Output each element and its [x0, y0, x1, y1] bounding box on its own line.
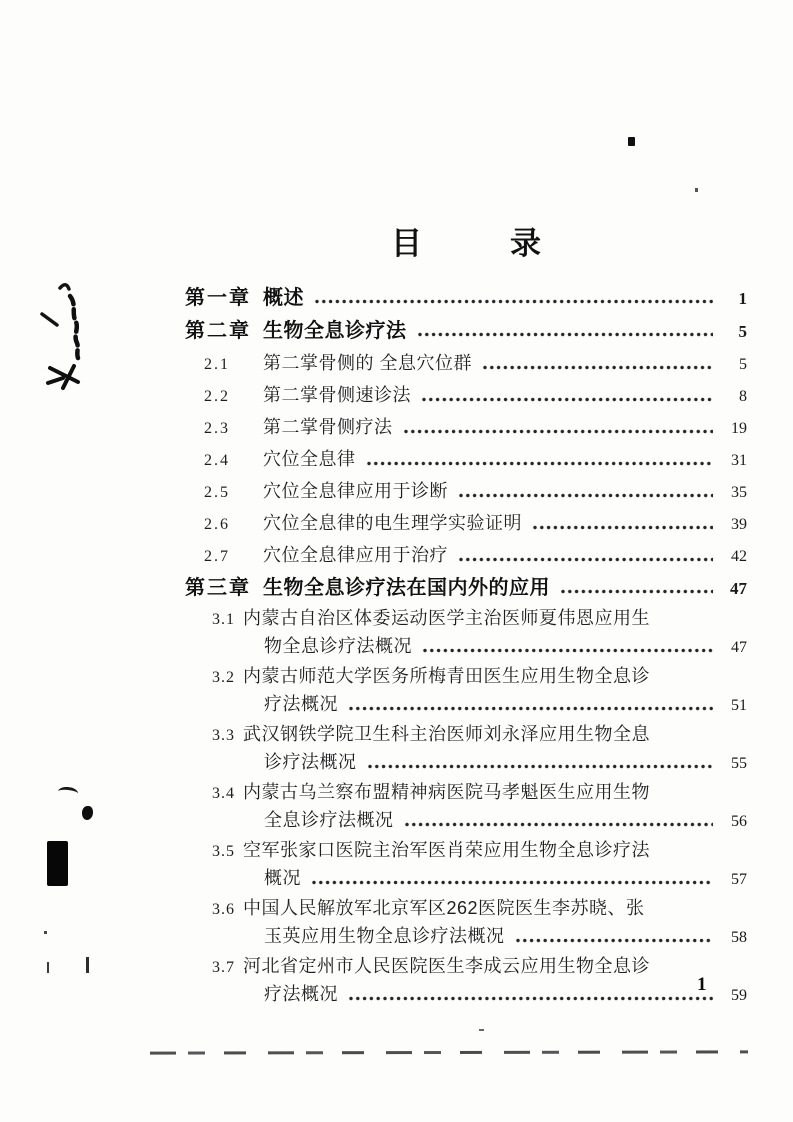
page-number: 1: [697, 974, 707, 995]
toc-entry-number: 2.6: [204, 516, 230, 533]
toc-entry-line2: [212, 923, 747, 951]
toc-page-number: 19: [731, 420, 747, 437]
toc-entry-line2: [212, 981, 747, 1009]
toc-entry-line1: [212, 721, 747, 749]
toc-entry: [185, 315, 747, 348]
toc-entry-line2: [212, 865, 747, 893]
toc-entry-number: 3.2: [212, 669, 235, 686]
toc-entry: [185, 605, 747, 661]
toc-entry-title: 中国人民解放军北京军区262医院医生李苏晓、张: [243, 898, 645, 918]
toc-entry-number: 3.1: [212, 611, 235, 628]
toc-entry-title: 穴位全息律: [263, 449, 356, 469]
dot-leader: [314, 298, 713, 305]
toc-entry-line1: [212, 779, 747, 807]
toc-page-number: 5: [738, 322, 747, 341]
dot-leader: [311, 879, 713, 886]
toc-entry-number: 第二章: [185, 320, 251, 342]
toc-list: [185, 282, 747, 1009]
dot-leader: [366, 460, 714, 467]
toc-page-number: 47: [730, 579, 747, 598]
toc-entry: [185, 476, 747, 508]
toc-page-number: 31: [731, 452, 747, 469]
toc-entry-title: 内蒙古自治区体委运动医学主治医师夏伟恩应用生: [243, 608, 650, 628]
ink-tick-mark: [47, 962, 49, 973]
toc-page-number: 8: [739, 388, 747, 405]
toc-entry-title: 生物全息诊疗法: [263, 320, 407, 342]
toc-entry-line2: [212, 749, 747, 777]
ink-blob-mark: [82, 806, 93, 820]
toc-entry: [185, 348, 747, 380]
toc-page-number: 47: [731, 639, 747, 656]
toc-entry-number: 2.5: [204, 484, 230, 501]
toc-entry-number: 3.4: [212, 785, 235, 802]
toc-page-number: 59: [731, 987, 747, 1004]
toc-entry-title-continued: 疗法概况: [264, 984, 338, 1004]
handwritten-margin-scribble: [38, 280, 90, 392]
ink-tick-mark: [86, 957, 89, 973]
toc-entry-number: 第一章: [185, 287, 251, 309]
dot-leader: [367, 763, 714, 770]
ink-dot-mark: [628, 137, 635, 146]
toc-entry-title-continued: 玉英应用生物全息诊疗法概况: [264, 926, 505, 946]
dot-leader: [421, 396, 713, 403]
toc-entry-title: 内蒙古乌兰察布盟精神病医院马孝魁医生应用生物: [243, 782, 650, 802]
toc-entry: [185, 953, 747, 1009]
toc-page-number: 56: [731, 813, 747, 830]
toc-entry: [185, 663, 747, 719]
ink-curve-mark: [57, 786, 78, 799]
toc-page-number: 35: [731, 484, 747, 501]
dot-leader: [348, 995, 713, 1002]
toc-title: [185, 218, 747, 261]
toc-entry: [185, 779, 747, 835]
toc-entry-number: 3.5: [212, 843, 235, 860]
toc-entry-title-continued: 物全息诊疗法概况: [264, 636, 412, 656]
toc-entry-number: 第三章: [185, 577, 251, 599]
toc-entry: [185, 895, 747, 951]
toc-entry-title-continued: 诊疗法概况: [264, 752, 357, 772]
dot-leader: [348, 705, 713, 712]
toc-entry-title: 概述: [263, 287, 304, 309]
toc-page-number: 1: [738, 289, 747, 308]
toc-entry-number: 2.4: [204, 452, 230, 469]
table-of-contents: [185, 218, 747, 1011]
ink-speck: [479, 1029, 484, 1031]
toc-entry-title: 穴位全息律应用于诊断: [263, 481, 448, 501]
toc-entry-title: 第二掌骨侧疗法: [263, 417, 393, 437]
toc-entry-number: 2.7: [204, 548, 230, 565]
toc-entry-number: 2.3: [204, 420, 230, 437]
toc-entry-title: 第二掌骨侧速诊法: [263, 385, 411, 405]
toc-page-number: 58: [731, 929, 747, 946]
dot-leader: [404, 821, 714, 828]
toc-entry-number: 3.7: [212, 959, 235, 976]
toc-entry: [185, 380, 747, 412]
dot-leader: [515, 937, 714, 944]
toc-page-number: 57: [731, 871, 747, 888]
toc-entry-title: 空军张家口医院主治军医肖荣应用生物全息诊疗法: [243, 840, 650, 860]
dot-leader: [482, 364, 713, 371]
toc-entry-line1: [212, 953, 747, 981]
toc-entry: [185, 572, 747, 605]
dot-leader: [417, 331, 714, 338]
toc-entry: [185, 444, 747, 476]
dot-leader: [532, 524, 713, 531]
toc-entry-line1: [212, 663, 747, 691]
toc-entry-line2: [212, 691, 747, 719]
toc-entry-title: 穴位全息律应用于治疗: [263, 545, 448, 565]
toc-entry-title: 武汉钢铁学院卫生科主治医师刘永泽应用生物全息: [243, 724, 650, 744]
dot-leader: [560, 588, 713, 595]
toc-entry: [185, 508, 747, 540]
toc-entry-title-continued: 概况: [264, 868, 301, 888]
toc-entry: [185, 282, 747, 315]
toc-entry: [185, 721, 747, 777]
toc-entry: [185, 540, 747, 572]
toc-entry: [185, 412, 747, 444]
toc-entry-title: 第二掌骨侧的 全息穴位群: [263, 353, 472, 373]
toc-page-number: 39: [731, 516, 747, 533]
dot-leader: [458, 492, 713, 499]
toc-page-number: 42: [731, 548, 747, 565]
toc-page-number: 51: [731, 697, 747, 714]
toc-entry-line1: [212, 837, 747, 865]
toc-entry-title: 生物全息诊疗法在国内外的应用: [263, 577, 550, 599]
toc-title-text: 目录: [391, 226, 629, 261]
toc-entry-line2: [212, 633, 747, 661]
dot-leader: [422, 647, 713, 654]
toc-entry-number: 2.2: [204, 388, 230, 405]
ink-speck: [695, 188, 698, 192]
binding-black-mark: [47, 841, 68, 886]
ink-speck: [44, 931, 47, 934]
toc-page-number: 5: [739, 356, 747, 373]
toc-entry-number: 3.6: [212, 901, 235, 918]
toc-entry-title: 穴位全息律的电生理学实验证明: [263, 513, 522, 533]
toc-entry-number: 2.1: [204, 356, 230, 373]
toc-entry-title: 内蒙古师范大学医务所梅青田医生应用生物全息诊: [243, 666, 650, 686]
toc-entry-title: 河北省定州市人民医院医生李成云应用生物全息诊: [243, 956, 650, 976]
bottom-scan-line: [150, 1050, 748, 1054]
toc-entry: [185, 837, 747, 893]
toc-entry-number: 3.3: [212, 727, 235, 744]
toc-entry-line1: [212, 895, 747, 923]
toc-entry-line2: [212, 807, 747, 835]
toc-entry-title-continued: 疗法概况: [264, 694, 338, 714]
toc-page-number: 55: [731, 755, 747, 772]
dot-leader: [458, 556, 713, 563]
dot-leader: [403, 428, 714, 435]
toc-entry-line1: [212, 605, 747, 633]
toc-entry-title-continued: 全息诊疗法概况: [264, 810, 394, 830]
